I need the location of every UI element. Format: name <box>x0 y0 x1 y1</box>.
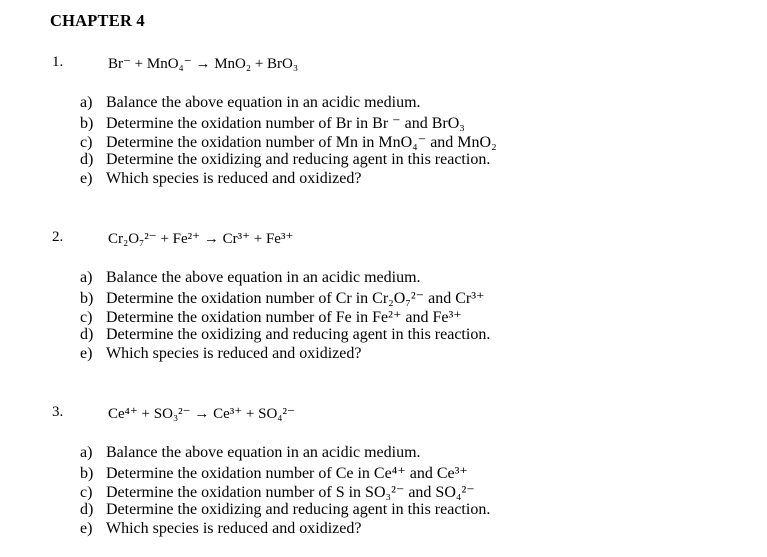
chapter-title: CHAPTER 4 <box>50 11 145 30</box>
question-1-part-d <box>80 151 490 169</box>
part-text: Which species is reduced and oxidized? <box>106 520 362 537</box>
question-1-part-b <box>80 113 465 133</box>
part-label: d) <box>80 501 94 518</box>
question-2-part-b <box>80 288 484 308</box>
part-text: Determine the oxidizing and reducing agent in this reaction. <box>106 501 491 518</box>
question-2-part-e <box>80 345 361 363</box>
part-text: Determine the oxidizing and reducing agent in this reaction. <box>106 151 491 168</box>
question-3-part-c <box>80 482 475 502</box>
question-3-part-a <box>80 444 421 462</box>
part-text: Which species is reduced and oxidized? <box>106 345 362 362</box>
question-1-part-c <box>80 132 497 152</box>
question-3-part-b <box>80 463 468 483</box>
part-text: Determine the oxidation number of Ce in Ce⁴⁺ and Ce³⁺ <box>106 465 468 482</box>
part-label: b) <box>80 465 94 482</box>
part-label: b) <box>80 115 94 132</box>
question-2-part-d <box>80 326 490 344</box>
part-text: Determine the oxidation number of Cr in Cr₂O₇²⁻ and Cr³⁺ <box>106 290 485 307</box>
part-label: e) <box>80 170 93 187</box>
part-label: e) <box>80 520 93 537</box>
question-2-part-c <box>80 307 462 327</box>
question-3-part-e <box>80 520 361 538</box>
equation: Ce⁴⁺ + SO₃²⁻ → Ce³⁺ + SO₄²⁻ <box>108 406 295 422</box>
part-text: Which species is reduced and oxidized? <box>106 170 362 187</box>
part-label: d) <box>80 326 94 343</box>
part-text: Balance the above equation in an acidic medium. <box>106 94 421 111</box>
question-3-part-d <box>80 501 490 519</box>
question-number: 2. <box>52 229 64 245</box>
part-label: c) <box>80 484 93 501</box>
part-label: e) <box>80 345 93 362</box>
part-text: Balance the above equation in an acidic medium. <box>106 269 421 286</box>
equation: Cr₂O₇²⁻ + Fe²⁺ → Cr³⁺ + Fe³⁺ <box>108 231 294 247</box>
part-text: Determine the oxidation number of S in SO₃²⁻ and SO₄²⁻ <box>106 484 475 501</box>
question-1-part-e <box>80 170 361 188</box>
question-2-part-a <box>80 269 421 287</box>
question-number: 3. <box>52 404 64 420</box>
part-text: Determine the oxidation number of Br in Br ⁻ and BrO₃ <box>106 115 465 132</box>
part-label: d) <box>80 151 94 168</box>
part-label: c) <box>80 134 93 151</box>
part-text: Balance the above equation in an acidic medium. <box>106 444 421 461</box>
part-label: c) <box>80 309 93 326</box>
part-text: Determine the oxidation number of Mn in MnO₄⁻ and MnO₂ <box>106 134 497 151</box>
part-label: a) <box>80 269 93 286</box>
part-label: a) <box>80 94 93 111</box>
question-1-part-a <box>80 94 421 112</box>
part-text: Determine the oxidizing and reducing agent in this reaction. <box>106 326 491 343</box>
part-label: a) <box>80 444 93 461</box>
question-number: 1. <box>52 54 64 70</box>
equation: Br⁻ + MnO₄⁻ → MnO₂ + BrO₃ <box>108 56 299 72</box>
part-label: b) <box>80 290 94 307</box>
part-text: Determine the oxidation number of Fe in Fe²⁺ and Fe³⁺ <box>106 309 462 326</box>
